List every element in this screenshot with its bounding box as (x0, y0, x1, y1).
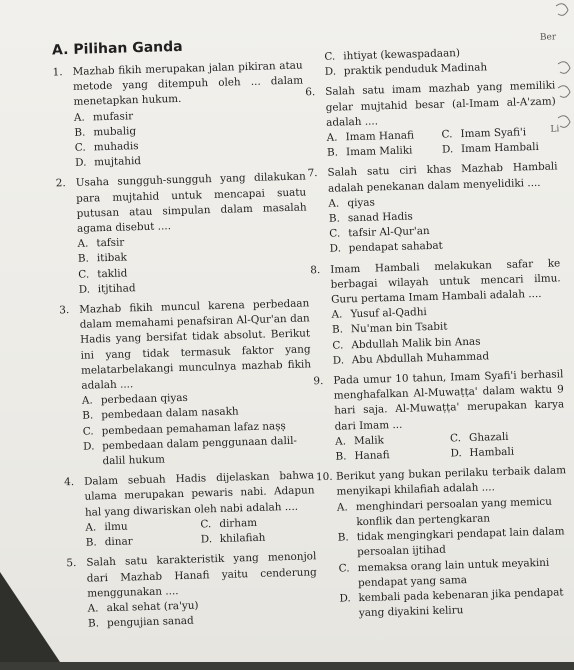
option-letter: C. (78, 268, 90, 281)
answer-options (62, 388, 314, 471)
question-number: 5. (66, 557, 77, 570)
question-stem: Mazhab fikih merupakan jalan pikiran atau metode yang ditempuh oleh ... dalam menetapkan hukum. (72, 59, 304, 109)
question-number: 1. (52, 66, 63, 79)
option-text: tafsir (96, 236, 125, 250)
question-head (56, 170, 308, 238)
question-stem: Dalam sebuah Hadis dijelaskan bahwa ulama merupakan pewaris nabi. Adapun hal yang diwariskan oleh nabi adalah .... (83, 469, 315, 519)
option-text: Abdullah Malik bin Anas (351, 335, 481, 351)
option-letter: A. (336, 501, 348, 514)
option-text: kembali pada kebenaran jika pendapat yang diyakini keliru (358, 586, 564, 620)
answer-option (442, 140, 557, 158)
answer-option (201, 529, 316, 547)
option-text: muhadis (93, 140, 139, 154)
option-text: Ghazali (468, 430, 509, 444)
binder-ring-marks (552, 0, 574, 250)
question-2 (56, 170, 309, 299)
question-stem: Pada umur 10 tahun, Imam Syafi'i berhasil menghafalkan Al-Muwaṭṭa' dalam waktu 9 hari saja. Al-Muwaṭṭa' merupakan karya dari Imam ... (333, 368, 565, 433)
question-3 (59, 296, 314, 470)
option-letter: A. (81, 394, 93, 408)
option-letter: A. (331, 308, 343, 321)
option-letter: A. (85, 521, 97, 534)
question-number: 8. (310, 263, 321, 276)
option-letter: B. (331, 323, 344, 337)
option-text: pendapat sahabat (348, 240, 443, 255)
option-text: ihtiyat (kewaspadaan) (343, 47, 461, 63)
answer-option (335, 447, 450, 465)
option-text: akal sehat (ra'yu) (106, 599, 199, 615)
option-text: mufasir (92, 109, 134, 123)
option-text: pembedaan pemahaman lafaz naṣṣ (101, 419, 286, 437)
option-letter: D. (82, 440, 95, 453)
option-letter: C. (324, 50, 336, 63)
question-head (66, 550, 317, 603)
option-text: taklid (97, 267, 128, 280)
option-text: Malik (353, 434, 385, 448)
option-letter: A. (77, 237, 89, 251)
question-number: 3. (59, 304, 70, 317)
question-head (313, 367, 565, 435)
option-letter: D. (75, 156, 87, 170)
question-stem: Salah satu karakteristik yang menonjol dari Mazhab Hanafi yaitu cenderung menggunakan .... (86, 550, 317, 600)
question-1 (52, 58, 305, 171)
right-column (304, 43, 570, 627)
option-letter: D. (324, 65, 337, 79)
option-letter: D. (339, 592, 351, 605)
option-text: menghindari persoalan yang memicu konflik dan pertengkaran (355, 495, 552, 529)
question-head (59, 296, 311, 394)
question-head (64, 469, 315, 522)
question-stem: Salah satu imam mazhab yang memiliki gelar mujtahid besar (al-Imam al-A'zam) adalah .... (325, 79, 556, 129)
option-text: memaksa orang lain untuk meyakini pendapat yang sama (357, 556, 550, 589)
option-text: dirham (219, 516, 258, 530)
option-letter: B. (85, 536, 97, 549)
question-number: 7. (307, 167, 318, 180)
question-head (310, 256, 561, 309)
option-text: ilmu (104, 520, 128, 534)
question-head (52, 58, 303, 111)
option-letter: C. (441, 128, 453, 141)
answer-option (339, 585, 570, 622)
left-column (52, 58, 318, 637)
answer-options (67, 595, 318, 632)
answer-options (57, 231, 309, 299)
option-text: pengujian sanad (106, 614, 194, 630)
option-letter: C. (338, 561, 350, 575)
question-6 (305, 79, 560, 162)
option-text: Hanafi (354, 449, 390, 463)
option-letter: C. (74, 141, 86, 154)
question-stem: Mazhab fikih muncul karena perbedaan dalam memahami penafsiran Al-Qur'an dan Hadis yang bersifat tidak absolut. Berikut ini yang tidak termasuk faktor yang melatarbelakangi munculnya mazhab fikih adalah .... (79, 297, 312, 392)
question-7 (307, 160, 559, 258)
question-stem: Usaha sungguh-sungguh yang dilakukan para mujtahid untuk mencapai suatu putusan atau simpulan dalam masalah agama disebut .... (75, 170, 307, 235)
option-letter: D. (200, 533, 213, 546)
option-text: Abu Abdullah Muhammad (351, 350, 490, 367)
option-text: tafsir Al-Qur'an (348, 225, 430, 240)
answer-options (65, 514, 316, 551)
option-letter: B. (328, 212, 341, 225)
option-text: sanad Hadis (347, 210, 413, 225)
option-letter: A. (328, 197, 340, 210)
option-text: itjtihad (97, 282, 136, 296)
question-stem: Salah satu ciri khas Mazhab Hambali adalah penekanan dalam menyelidiki .... (327, 160, 558, 195)
option-letter: B. (335, 450, 347, 463)
option-letter: B. (326, 146, 339, 160)
option-letter: C. (82, 425, 94, 438)
option-letter: D. (450, 447, 462, 460)
option-text: Imam Hambali (460, 141, 540, 156)
question-stem: Berikut yang bukan perilaku terbaik dalam menyikapi khilafiah adalah .... (335, 464, 567, 499)
option-text: perbedaan qiyas (100, 392, 188, 407)
question-4 (64, 469, 316, 552)
question-stem: Imam Hambali melakukan safar ke berbagai wilayah untuk mencari ilmu. Guru pertama Imam Hambali adalah .... (330, 256, 561, 306)
option-text: mubalig (93, 124, 137, 139)
option-text: Imam Syafi'i (460, 126, 527, 141)
question-number: 9. (313, 375, 324, 388)
option-letter: B. (82, 409, 94, 423)
answer-option (86, 533, 201, 551)
option-letter: B. (77, 252, 90, 266)
option-text: tidak mengingkari pendapat lain dalam persoalan ijtihad (356, 525, 565, 559)
option-letter: B. (74, 126, 86, 139)
answer-option (83, 433, 314, 470)
option-letter: D. (78, 283, 91, 296)
option-text: qiyas (347, 196, 375, 210)
option-text: pembedaan dalam penggunaan dalil-dalil hukum (101, 434, 298, 468)
option-letter: B. (87, 617, 100, 630)
section-title: A. Pilihan Ganda (51, 38, 183, 59)
question-head (305, 79, 556, 132)
option-text: khilafiah (219, 531, 266, 546)
option-letter: D. (329, 242, 342, 256)
question-9 (313, 367, 565, 465)
option-letter: C. (449, 432, 462, 445)
option-letter: C. (329, 227, 341, 241)
answer-options (317, 494, 570, 623)
question-5 (66, 550, 318, 633)
question-number: 6. (305, 86, 316, 99)
option-letter: A. (87, 602, 99, 615)
answer-options (315, 428, 566, 465)
option-text: mujtahid (94, 155, 142, 169)
answer-option (450, 443, 565, 461)
option-letter: C. (200, 518, 212, 531)
option-letter: A. (334, 435, 347, 448)
question-number: 4. (63, 476, 75, 489)
answer-options (54, 104, 306, 172)
question-1-continuation (304, 43, 555, 80)
option-letter: A. (326, 131, 338, 144)
option-letter: B. (337, 531, 349, 544)
option-text: Yusuf al-Qadhi (350, 306, 427, 321)
question-8 (310, 256, 563, 369)
option-text: Nu'man bin Tsabit (350, 320, 448, 336)
margin-text-side: Li (550, 124, 560, 135)
option-text: praktik penduduk Madinah (343, 61, 488, 78)
question-number: 2. (55, 177, 66, 190)
question-10 (316, 464, 570, 623)
option-letter: D. (441, 143, 454, 156)
option-letter: A. (73, 111, 85, 124)
option-text: Imam Maliki (345, 144, 413, 159)
option-text: dinar (104, 535, 133, 549)
option-letter: C. (332, 339, 344, 352)
margin-text-top: Ber (539, 32, 557, 43)
option-text: Hambali (469, 445, 515, 460)
option-text: itibak (96, 251, 128, 265)
option-text: pembedaan dalam nasakh (101, 405, 239, 422)
answer-options (311, 302, 563, 370)
right-questions (305, 79, 570, 623)
question-number: 10. (315, 471, 333, 484)
answer-option (327, 143, 442, 161)
answer-options (306, 124, 560, 161)
option-letter: D. (332, 354, 345, 367)
answer-options (308, 190, 560, 258)
option-text: Imam Hanafi (345, 129, 415, 144)
